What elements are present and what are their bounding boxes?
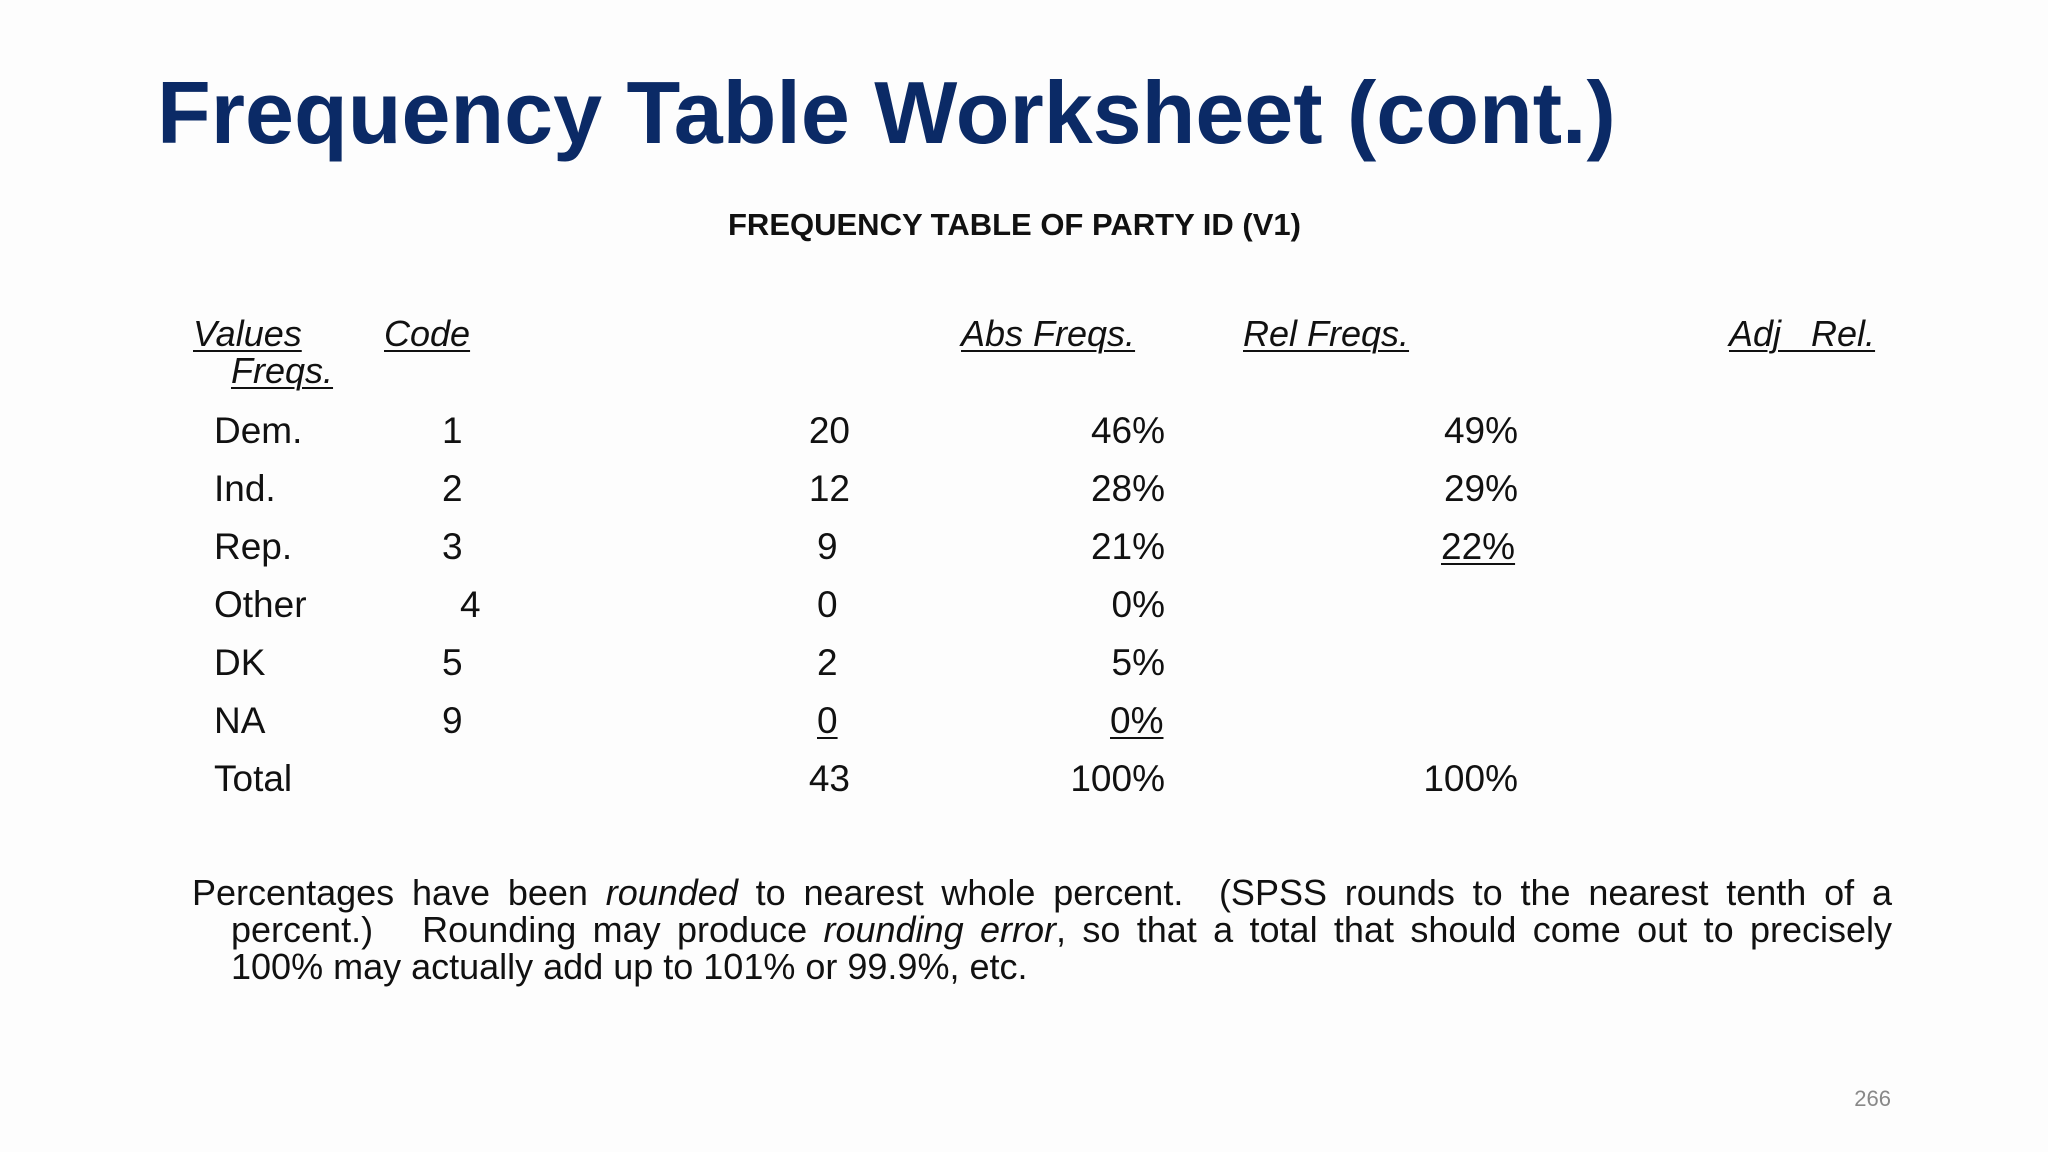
note-text-1: Percentages have been [192, 872, 606, 913]
header-code: Code [384, 313, 471, 354]
row-ind-adj: 29% [1443, 468, 1518, 509]
row-rep-adj: 22% [1441, 526, 1516, 567]
row-total-rel: 100% [1070, 758, 1165, 799]
row-dem-value: Dem. [214, 410, 303, 451]
rounding-note-line-3: 100% may actually add up to 101% or 99.9%, etc. [231, 946, 1028, 987]
rounding-note [192, 874, 1892, 985]
note-text-2: to nearest whole percent. (SPSS rounds to the nearest tenth of a [737, 872, 1892, 913]
slide-title: Frequency Table Worksheet (cont.) [157, 63, 1616, 162]
row-na-abs: 0 [817, 700, 838, 741]
row-other-rel: 0% [1111, 584, 1165, 625]
row-rep-rel: 21% [1090, 526, 1165, 567]
rounding-note-line-2 [192, 911, 1892, 948]
row-other-abs: 0 [817, 584, 838, 625]
row-dk-value: DK [214, 642, 266, 683]
note-italic-rounded: rounded [605, 872, 738, 913]
header-abs-freqs: Abs Freqs. [961, 313, 1136, 354]
header-adj-rel: Adj Rel. [1729, 313, 1876, 354]
row-dem-adj: 49% [1443, 410, 1518, 451]
table-heading: FREQUENCY TABLE OF PARTY ID (V1) [728, 207, 1301, 242]
header-freqs: Freqs. [231, 350, 334, 391]
header-values: Values [193, 313, 302, 354]
row-na-rel-wrap [1090, 700, 1163, 742]
row-total-abs: 43 [808, 758, 850, 799]
row-ind-rel: 28% [1090, 468, 1165, 509]
row-other-code: 4 [460, 584, 481, 625]
row-dk-rel: 5% [1111, 642, 1165, 683]
row-dk-abs: 2 [817, 642, 838, 683]
row-dem-rel: 46% [1090, 410, 1165, 451]
row-dem-code: 1 [442, 410, 463, 451]
row-na-rel: 0% [1110, 700, 1164, 741]
row-total-adj: 100% [1423, 758, 1518, 799]
row-ind-code: 2 [442, 468, 463, 509]
row-dk-code: 5 [442, 642, 463, 683]
header-rel-freqs: Rel Freqs. [1243, 313, 1410, 354]
row-total-value: Total [214, 758, 293, 799]
row-rep-adj-wrap [1421, 526, 1515, 568]
note-italic-rounding-error: rounding error [823, 909, 1056, 950]
row-ind-value: Ind. [214, 468, 276, 509]
note-text-3: percent.) Rounding may produce [231, 909, 824, 950]
row-ind-abs: 12 [808, 468, 850, 509]
note-text-4: , so that a total that should come out to precisely [1055, 909, 1893, 950]
row-na-value: NA [214, 700, 266, 741]
row-other-value: Other [214, 584, 307, 625]
rounding-note-line-1 [192, 874, 1892, 911]
row-rep-value: Rep. [214, 526, 293, 567]
row-na-code: 9 [442, 700, 463, 741]
row-rep-code: 3 [442, 526, 463, 567]
row-rep-abs: 9 [817, 526, 838, 567]
page-number: 266 [1854, 1086, 1891, 1111]
row-dem-abs: 20 [808, 410, 850, 451]
